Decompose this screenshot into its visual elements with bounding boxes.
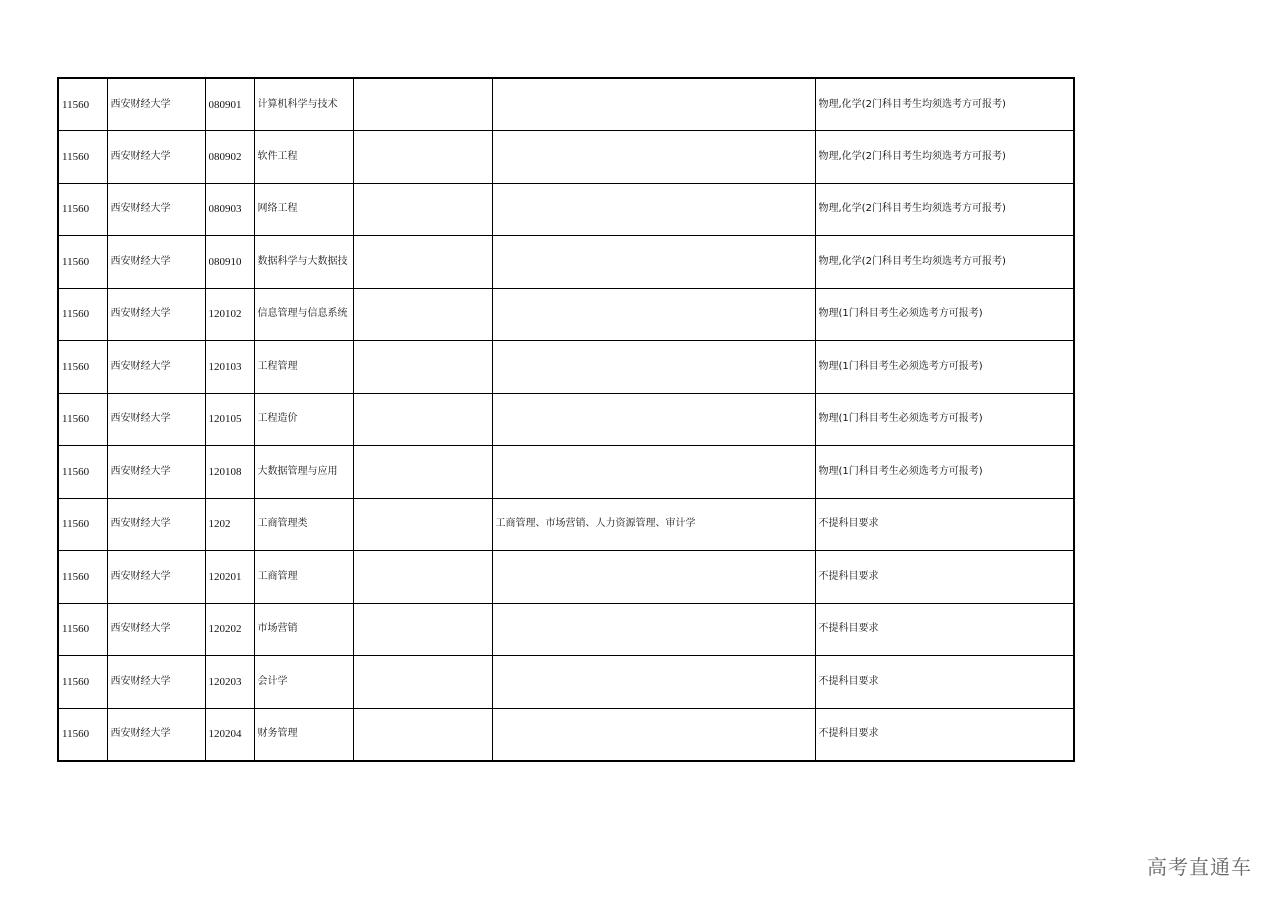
remark-cell — [353, 446, 492, 499]
school-name-cell: 西安财经大学 — [107, 131, 205, 184]
table-row — [58, 131, 1074, 184]
included-majors-cell — [492, 656, 815, 709]
major-name-cell: 网络工程 — [254, 183, 353, 236]
major-code-cell: 080902 — [205, 131, 254, 184]
school-code-cell: 11560 — [58, 498, 107, 551]
school-code-cell: 11560 — [58, 656, 107, 709]
school-name-cell: 西安财经大学 — [107, 78, 205, 131]
major-code-cell: 080901 — [205, 78, 254, 131]
school-name-cell: 西安财经大学 — [107, 656, 205, 709]
table-row — [58, 603, 1074, 656]
major-code-cell: 080910 — [205, 236, 254, 289]
school-code-cell: 11560 — [58, 708, 107, 761]
school-name-cell: 西安财经大学 — [107, 498, 205, 551]
major-name-cell: 工程管理 — [254, 341, 353, 394]
included-majors-cell — [492, 393, 815, 446]
remark-cell — [353, 183, 492, 236]
school-name-cell: 西安财经大学 — [107, 341, 205, 394]
major-code-cell: 120105 — [205, 393, 254, 446]
included-majors-cell: 工商管理、市场营销、人力资源管理、审计学 — [492, 498, 815, 551]
table-row — [58, 236, 1074, 289]
school-code-cell: 11560 — [58, 341, 107, 394]
major-code-cell: 120202 — [205, 603, 254, 656]
table-row — [58, 446, 1074, 499]
remark-cell — [353, 708, 492, 761]
remark-cell — [353, 78, 492, 131]
major-code-cell: 120102 — [205, 288, 254, 341]
major-code-cell: 120203 — [205, 656, 254, 709]
subject-requirement-cell: 不提科目要求 — [815, 656, 1074, 709]
major-name-cell: 软件工程 — [254, 131, 353, 184]
subject-requirement-cell: 物理(1门科目考生必须选考方可报考) — [815, 446, 1074, 499]
included-majors-cell — [492, 341, 815, 394]
major-name-cell: 信息管理与信息系统 — [254, 288, 353, 341]
subject-requirement-cell: 物理,化学(2门科目考生均须选考方可报考) — [815, 236, 1074, 289]
table-row — [58, 288, 1074, 341]
major-code-cell: 1202 — [205, 498, 254, 551]
school-code-cell: 11560 — [58, 551, 107, 604]
table-row — [58, 551, 1074, 604]
subject-requirement-cell: 不提科目要求 — [815, 603, 1074, 656]
major-name-cell: 数据科学与大数据技 — [254, 236, 353, 289]
table-row — [58, 78, 1074, 131]
remark-cell — [353, 393, 492, 446]
subject-requirement-cell: 物理,化学(2门科目考生均须选考方可报考) — [815, 78, 1074, 131]
school-name-cell: 西安财经大学 — [107, 708, 205, 761]
school-name-cell: 西安财经大学 — [107, 446, 205, 499]
subject-requirement-cell: 不提科目要求 — [818, 728, 879, 739]
major-code-cell: 120201 — [205, 551, 254, 604]
included-majors-cell — [492, 603, 815, 656]
major-name-cell: 工商管理 — [254, 551, 353, 604]
school-code-cell: 11560 — [58, 603, 107, 656]
school-code-cell: 11560 — [58, 446, 107, 499]
enrollment-table — [57, 77, 1075, 762]
table-row — [58, 708, 1074, 761]
remark-cell — [353, 341, 492, 394]
remark-cell — [353, 131, 492, 184]
major-name-cell: 会计学 — [254, 656, 353, 709]
major-code-cell: 120103 — [205, 341, 254, 394]
included-majors-cell — [492, 446, 815, 499]
major-code-cell: 120204 — [205, 708, 254, 761]
school-name-cell: 西安财经大学 — [107, 183, 205, 236]
remark-cell — [353, 603, 492, 656]
included-majors-cell — [492, 708, 815, 761]
subject-requirement-cell: 物理,化学(2门科目考生均须选考方可报考) — [815, 131, 1074, 184]
school-name-cell: 西安财经大学 — [107, 393, 205, 446]
school-code-cell: 11560 — [58, 288, 107, 341]
included-majors-cell — [492, 551, 815, 604]
major-name-cell: 工商管理类 — [254, 498, 353, 551]
remark-cell — [353, 236, 492, 289]
major-name-cell: 市场营销 — [254, 603, 353, 656]
school-name-cell: 西安财经大学 — [107, 288, 205, 341]
table-row — [58, 341, 1074, 394]
remark-cell — [353, 551, 492, 604]
subject-requirement-cell: 物理(1门科目考生必须选考方可报考) — [815, 341, 1074, 394]
table-row — [58, 656, 1074, 709]
major-name-cell: 工程造价 — [254, 393, 353, 446]
school-code-cell: 11560 — [58, 131, 107, 184]
school-name-cell: 西安财经大学 — [107, 603, 205, 656]
major-code-cell: 080903 — [205, 183, 254, 236]
remark-cell — [353, 656, 492, 709]
included-majors-cell — [492, 288, 815, 341]
subject-requirement-cell: 物理,化学(2门科目考生均须选考方可报考) — [815, 183, 1074, 236]
school-name-cell: 西安财经大学 — [107, 551, 205, 604]
major-name-cell: 计算机科学与技术 — [254, 78, 353, 131]
table-body — [58, 78, 1074, 761]
included-majors-cell — [492, 236, 815, 289]
watermark-text: 高考直通车 — [1147, 855, 1252, 879]
table-row — [58, 183, 1074, 236]
included-majors-cell — [492, 78, 815, 131]
major-name-cell: 财务管理 — [254, 708, 353, 761]
included-majors-cell — [492, 183, 815, 236]
subject-requirement-cell: 物理(1门科目考生必须选考方可报考) — [815, 288, 1074, 341]
school-code-cell: 11560 — [58, 183, 107, 236]
subject-requirement-cell: 物理(1门科目考生必须选考方可报考) — [815, 393, 1074, 446]
school-code-cell: 11560 — [58, 78, 107, 131]
school-name-cell: 西安财经大学 — [107, 236, 205, 289]
subject-requirement-cell: 不提科目要求 — [815, 551, 1074, 604]
major-code-cell: 120108 — [205, 446, 254, 499]
school-code-cell: 11560 — [58, 393, 107, 446]
subject-requirement-cell: 不提科目要求 — [815, 498, 1074, 551]
school-code-cell: 11560 — [58, 236, 107, 289]
major-name-cell: 大数据管理与应用 — [254, 446, 353, 499]
table-row — [58, 498, 1074, 551]
remark-cell — [353, 288, 492, 341]
included-majors-cell — [492, 131, 815, 184]
table-row — [58, 393, 1074, 446]
remark-cell — [353, 498, 492, 551]
